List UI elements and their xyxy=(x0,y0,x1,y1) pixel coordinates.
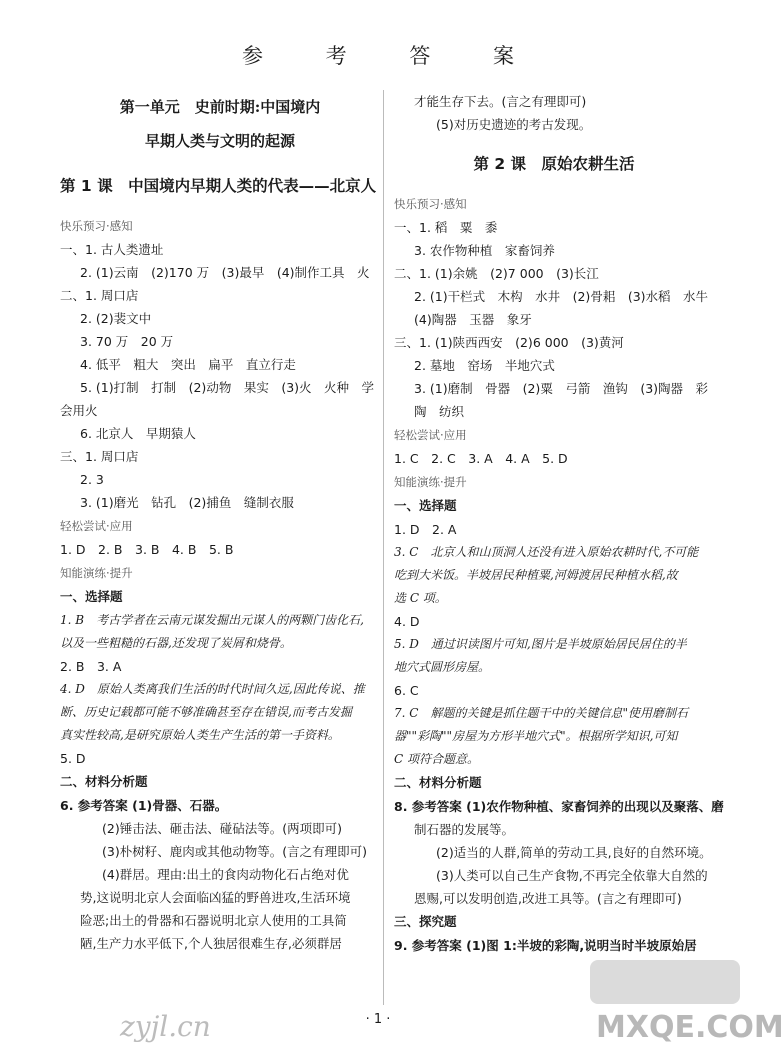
explanation-line: 真实性较高,是研究原始人类生产生活的第一手资料。 xyxy=(60,728,340,742)
explanation-line: 器""彩陶""房屋为方形半地穴式"。根据所学知识,可知 xyxy=(394,729,678,743)
answer-line: 险恶;出土的骨器和石器说明北京人使用的工具简 xyxy=(80,913,347,928)
answer-line: (4)陶器 玉器 象牙 xyxy=(414,312,532,327)
explore-heading: 三、探究题 xyxy=(394,914,457,929)
answer-line: (2)锤击法、砸击法、碰砧法等。(两项即可) xyxy=(102,821,342,836)
answer-line: (3)人类可以自己生产食物,不再完全依靠大自然的 xyxy=(436,868,708,883)
answer-line: 6. 参考答案 (1)骨器、石器。 xyxy=(60,798,228,813)
answer-line: 2. (2)裴文中 xyxy=(80,311,152,326)
answer-line: 一、1. 稻 粟 黍 xyxy=(394,220,498,235)
section-quick-preview: 快乐预习·感知 xyxy=(60,219,133,233)
answer-line: 势,这说明北京人会面临凶猛的野兽进攻,生活环境 xyxy=(80,890,351,905)
watermark-text: MXQE.COM xyxy=(596,1010,784,1045)
answer-line: 陋,生产力水平低下,个人独居很难生存,必须群居 xyxy=(80,936,342,951)
explanation-line: 3. C 北京人和山顶洞人还没有进入原始农耕时代,不可能 xyxy=(394,545,699,559)
lesson1-title: 第 1 课 中国境内早期人类的代表——北京人 xyxy=(60,177,377,195)
section-quick-preview: 快乐预习·感知 xyxy=(394,197,467,211)
explanation-line: 1. B 考古学者在云南元谋发掘出元谋人的两颗门齿化石, xyxy=(60,613,364,627)
answer-line: 3. 70 万 20 万 xyxy=(80,334,174,349)
answer-line: 一、1. 古人类遗址 xyxy=(60,242,164,257)
answer-line: 6. 北京人 早期猿人 xyxy=(80,426,196,441)
lesson2-title: 第 2 课 原始农耕生活 xyxy=(473,155,635,173)
answer-line: 2. (1)云南 (2)170 万 (3)最早 (4)制作工具 火 xyxy=(80,265,370,280)
page-title: 参 考 答 案 xyxy=(241,44,543,68)
answer-line: (5)对历史遗迹的考古发现。 xyxy=(436,117,592,132)
answer-line: 恩赐,可以发明创造,改进工具等。(言之有理即可) xyxy=(414,891,682,906)
answer-line: 陶 纺织 xyxy=(414,404,465,419)
answer-line: 2. B 3. A xyxy=(60,659,122,674)
explanation-line: 以及一些粗糙的石器,还发现了炭屑和烧骨。 xyxy=(60,636,292,650)
answer-line: 制石器的发展等。 xyxy=(414,822,515,837)
answer-line: (2)适当的人群,简单的劳动工具,良好的自然环境。 xyxy=(436,845,712,860)
answer-line: 5. D xyxy=(60,751,86,766)
answer-line: 二、1. 周口店 xyxy=(60,288,139,303)
answer-line: 5. (1)打制 打制 (2)动物 果实 (3)火 火种 学 xyxy=(80,380,375,395)
answer-line: 三、1. 周口店 xyxy=(60,449,139,464)
answer-line: 3. (1)磨制 骨器 (2)粟 弓箭 渔钩 (3)陶器 彩 xyxy=(414,381,709,396)
answer-line: 3. (1)磨光 钻孔 (2)捕鱼 缝制衣服 xyxy=(80,495,294,510)
choice-heading: 一、选择题 xyxy=(394,498,457,513)
explanation-line: 选 C 项。 xyxy=(394,591,447,605)
answer-line: 1. D 2. A xyxy=(394,522,457,537)
answer-line: 9. 参考答案 (1)图 1:半坡的彩陶,说明当时半坡原始居 xyxy=(394,938,697,953)
explanation-line: 断、历史记载都可能不够准确甚至存在错误,而考古发掘 xyxy=(60,705,352,719)
answer-line: 3. 农作物种植 家畜饲养 xyxy=(414,243,555,258)
section-improve: 知能演练·提升 xyxy=(394,475,467,489)
material-heading: 二、材料分析题 xyxy=(60,774,148,789)
unit-title-line2: 早期人类与文明的起源 xyxy=(144,132,295,150)
left-column xyxy=(60,90,380,955)
answer-line: 2. 3 xyxy=(80,472,104,487)
answer-line: 三、1. (1)陕西西安 (2)6 000 (3)黄河 xyxy=(394,335,624,350)
explanation-line: C 项符合题意。 xyxy=(394,752,479,766)
explanation-line: 吃到大米饭。半坡居民种植粟,河姆渡居民种植水稻,故 xyxy=(394,568,678,582)
watermark-logo xyxy=(590,960,740,1004)
answer-line: 2. (1)干栏式 木构 水井 (2)骨耜 (3)水稻 水牛 xyxy=(414,289,709,304)
material-heading: 二、材料分析题 xyxy=(394,775,482,790)
explanation-line: 5. D 通过识读图片可知,图片是半坡原始居民居住的半 xyxy=(394,637,687,651)
page-number: · 1 · xyxy=(365,1012,391,1027)
answer-line: (4)群居。理由:出土的食肉动物化石占绝对优 xyxy=(102,867,349,882)
unit-title-line1: 第一单元 史前时期:中国境内 xyxy=(119,98,321,116)
answer-line: 6. C xyxy=(394,683,419,698)
answer-line: 1. D 2. B 3. B 4. B 5. B xyxy=(60,542,234,557)
answer-line: 会用火 xyxy=(60,403,98,418)
answer-line: 才能生存下去。(言之有理即可) xyxy=(414,94,587,109)
answer-line: 2. 墓地 窑场 半地穴式 xyxy=(414,358,555,373)
answer-line: 4. D xyxy=(394,614,420,629)
right-column xyxy=(394,90,724,957)
answer-line: 二、1. (1)余姚 (2)7 000 (3)长江 xyxy=(394,266,599,281)
section-easy-try: 轻松尝试·应用 xyxy=(394,428,467,442)
explanation-line: 7. C 解题的关键是抓住题干中的关键信息"使用磨制石 xyxy=(394,706,688,720)
choice-heading: 一、选择题 xyxy=(60,589,123,604)
answer-line: (3)朴树籽、鹿肉或其他动物等。(言之有理即可) xyxy=(102,844,367,859)
answer-line: 1. C 2. C 3. A 4. A 5. D xyxy=(394,451,568,466)
section-easy-try: 轻松尝试·应用 xyxy=(60,519,133,533)
answer-line: 8. 参考答案 (1)农作物种植、家畜饲养的出现以及聚落、磨 xyxy=(394,799,724,814)
answer-line: 4. 低平 粗大 突出 扁平 直立行走 xyxy=(80,357,296,372)
section-improve: 知能演练·提升 xyxy=(60,566,133,580)
explanation-line: 地穴式圆形房屋。 xyxy=(394,660,491,674)
column-divider xyxy=(383,90,384,1005)
watermark-text-left: zyjl.cn xyxy=(120,1010,211,1043)
explanation-line: 4. D 原始人类离我们生活的时代时间久远,因此传说、推 xyxy=(60,682,365,696)
